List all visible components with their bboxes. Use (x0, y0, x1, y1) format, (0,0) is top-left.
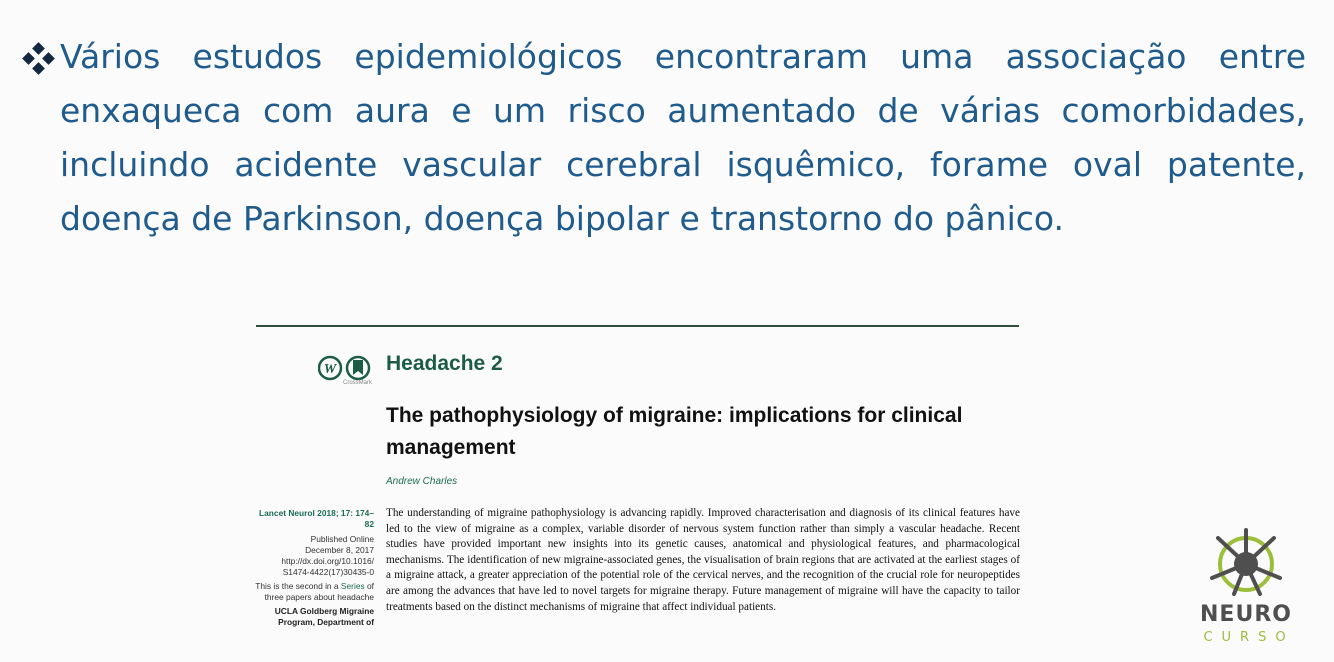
doi-line-2[interactable]: S1474-4422(17)30435-0 (282, 567, 374, 577)
diamond-quad-icon (22, 42, 56, 76)
series-note-2: of (367, 581, 374, 591)
divider-line (256, 325, 1019, 327)
bullet-text: Vários estudos epidemiológicos encontraram uma associação entre enxaqueca com aura e um risco aumentado de várias comorbidades, incluindo acidente vascular cerebral isquêmico, forame oval patente, doença de Parkinson, doença bipolar e transtorno do pânico. (60, 37, 1306, 238)
journal-citation: Lancet Neurol 2018; 17: 174–82 (259, 508, 374, 529)
affiliation-1: UCLA Goldberg Migraine (274, 606, 374, 616)
published-label: Published Online (310, 534, 374, 544)
published-date: December 8, 2017 (305, 545, 374, 555)
author: Andrew Charles (386, 476, 458, 487)
series-note-1: This is the second in a (255, 581, 339, 591)
brand-name-line2: CURSO (1203, 630, 1295, 645)
affiliation-2: Program, Department of (278, 617, 374, 627)
series-note (250, 581, 374, 592)
svg-text:W: W (323, 362, 337, 377)
doi-line-1[interactable]: http://dx.doi.org/10.1016/ (281, 556, 374, 566)
paper-title: The pathophysiology of migraine: implications for clinical management (386, 404, 963, 459)
crossmark-label: CrossMark (343, 380, 373, 386)
article-meta (250, 508, 374, 628)
series-title: Headache 2 (386, 352, 503, 375)
brand-name-line1: NEURO (1200, 602, 1292, 627)
abstract: The understanding of migraine pathophysiology is advancing rapidly. Improved characterisation and diagnosis of its clinical features have led to the view of migraine as a complex, variable disorder of nervous system function rather than simply a vascular headache. Recent studies have provided important new insights into its genetic causes, anatomical and physiological features, and pharmacological mechanisms. The identification of new migraine-associated genes, the visualisation of brain regions that are activated at the earliest stages of a migraine attack, a greater appreciation of the potential role of the cervical nerves, and the recognition of the crucial role for neuropeptides are among the advances that have led to novel targets for migraine therapy. Future management of migraine will have the capacity to tailor treatments based on the distinct mechanisms of migraine that affect individual patients. (386, 507, 1020, 613)
series-link[interactable]: Series (340, 581, 365, 591)
series-note-3: three papers about headache (264, 592, 374, 602)
